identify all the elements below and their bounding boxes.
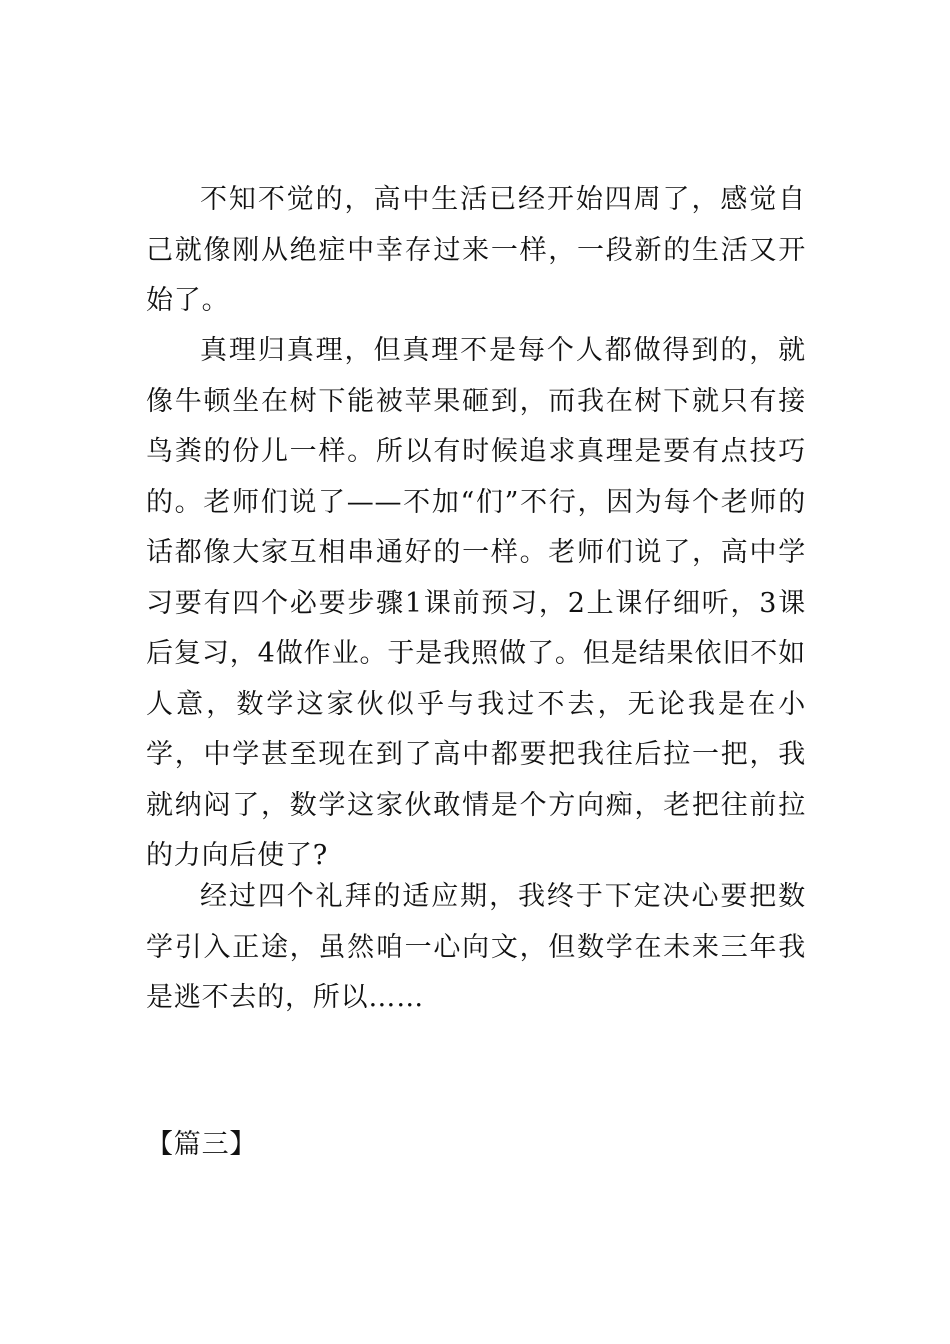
paragraph-2: 真理归真理，但真理不是每个人都做得到的，就像牛顿坐在树下能被苹果砸到，而我在树下就只有接鸟粪的份儿一样。所以有时候追求真理是要有点技巧的。老师们说了——不加“们”不行，因为每个老师的话都像大家互相串通好的一样。老师们说了，高中学习要有四个必要步骤1课前预习，2上课仔细听，3课后复习，4做作业。于是我照做了。但是结果依旧不如人意，数学这家伙似乎与我过不去，无论我是在小学，中学甚至现在到了高中都要把我往后拉一把，我就纳闷了，数学这家伙敢情是个方向痴，老把往前拉的力向后使了? bbox=[146, 335, 806, 871]
paragraph-3: 经过四个礼拜的适应期，我终于下定决心要把数学引入正途，虽然咱一心向文，但数学在未来三年我是逃不去的，所以…… bbox=[146, 881, 806, 1013]
section-heading: 【篇三】 bbox=[146, 1129, 258, 1160]
paragraph-1: 不知不觉的，高中生活已经开始四周了，感觉自己就像刚从绝症中幸存过来一样，一段新的生活又开始了。 bbox=[146, 184, 806, 316]
